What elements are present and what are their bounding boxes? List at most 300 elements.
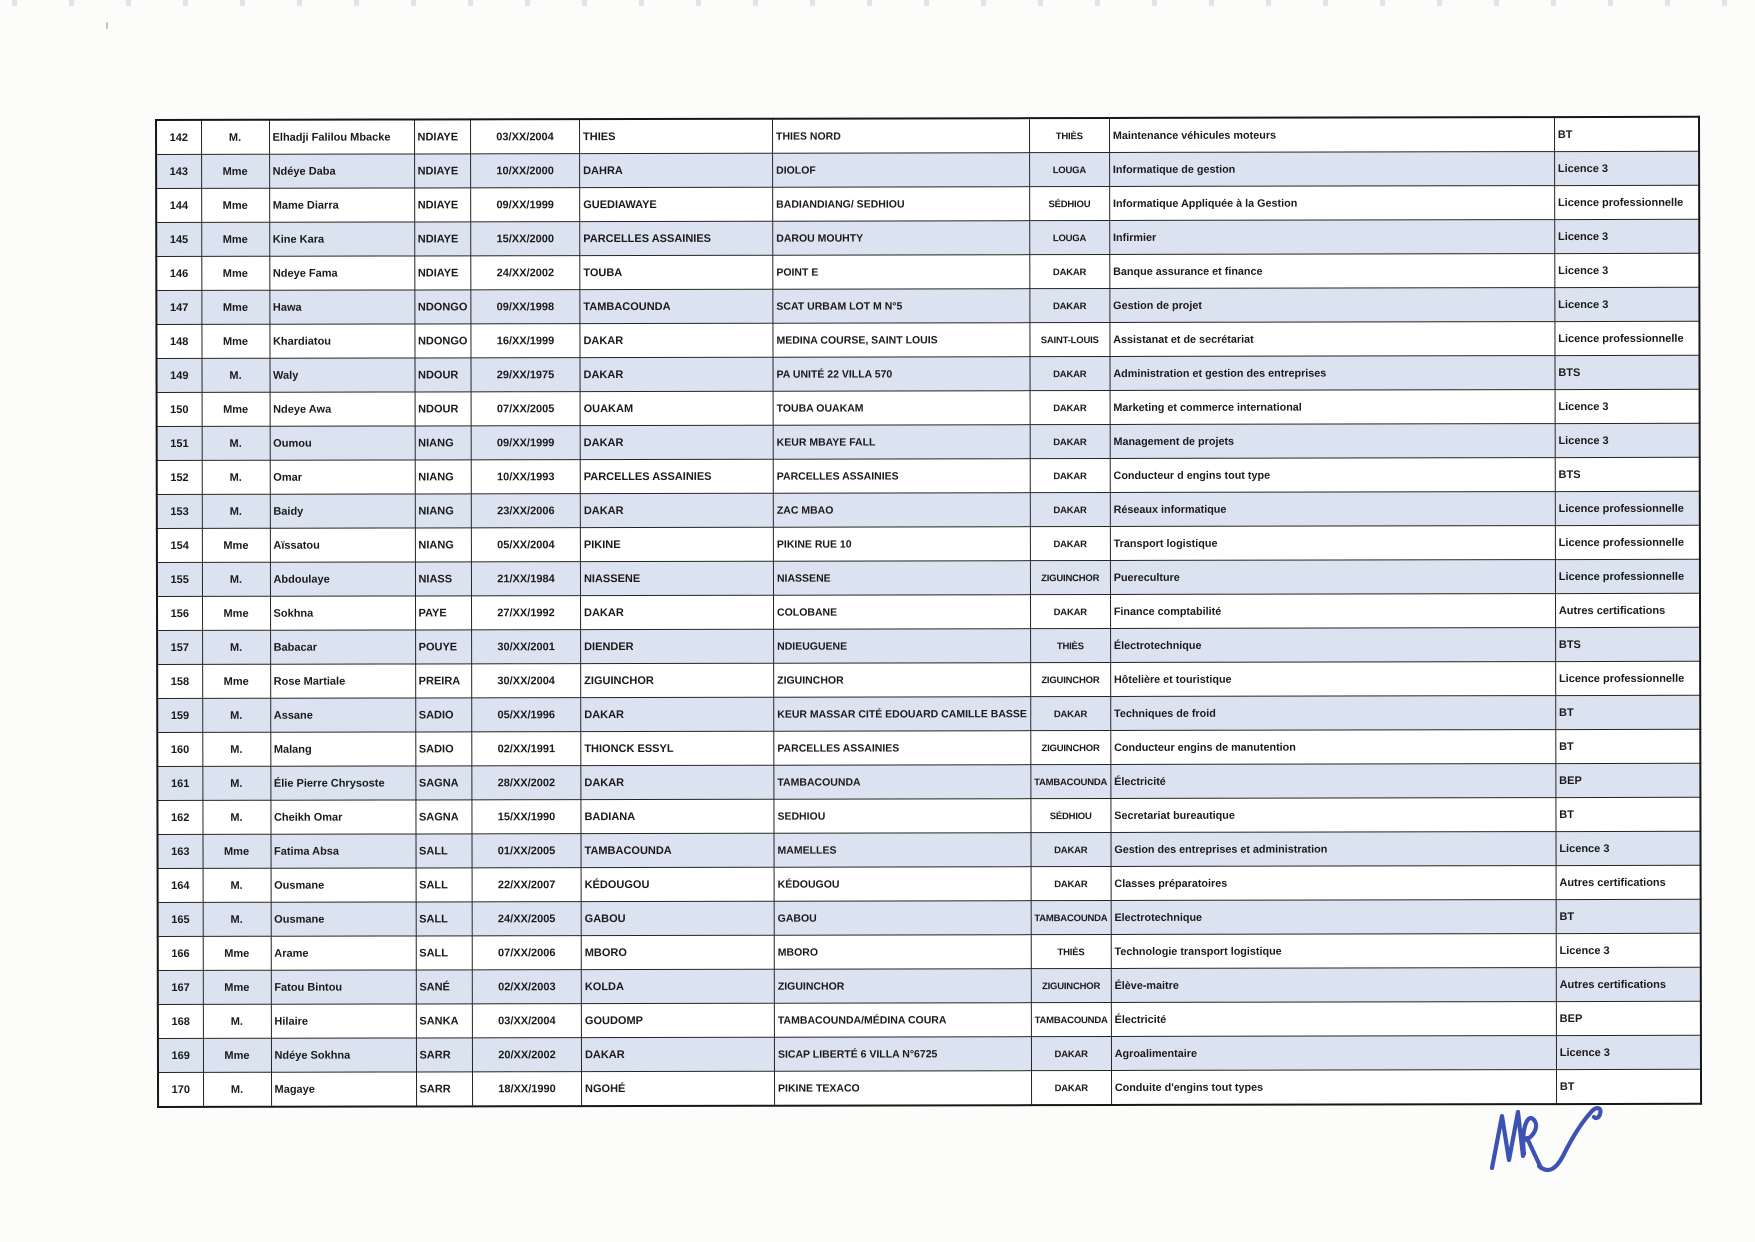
cell-civilite [202, 834, 270, 868]
cell-text: NDIAYE [417, 130, 459, 143]
cell-text: BT [1559, 740, 1574, 753]
cell-text: DAKAR [1054, 1048, 1088, 1060]
table-row [157, 831, 1700, 868]
cell-prenom [270, 562, 415, 596]
cell-diplome [1555, 355, 1700, 389]
cell-lieu-naissance [581, 1003, 774, 1037]
cell-text: Autres certifications [1558, 604, 1666, 617]
cell-text: Infirmier [1113, 231, 1157, 244]
cell-lieu-naissance [581, 901, 774, 935]
cell-diplome [1555, 593, 1700, 627]
cell-text: M. [230, 913, 243, 926]
cell-text: LOUGA [1052, 232, 1087, 244]
cell-text: Ousmane [274, 913, 325, 926]
cell-filiere [1111, 730, 1556, 765]
cell-text: PARCELLES ASSAINIES [583, 232, 712, 245]
table-row [157, 695, 1700, 732]
cell-numero [157, 460, 202, 494]
cell-text: Conducteur d engins tout type [1113, 469, 1271, 482]
cell-region [1030, 629, 1110, 663]
cell-text: Licence 3 [1558, 400, 1609, 413]
cell-text: M. [229, 573, 243, 586]
cell-adresse [773, 561, 1030, 596]
cell-civilite [202, 630, 270, 664]
cell-text: Licence professionnelle [1558, 502, 1684, 515]
cell-diplome [1555, 661, 1700, 695]
cell-text: DAKAR [1054, 878, 1088, 890]
cell-civilite [202, 460, 270, 494]
cell-nom [416, 868, 473, 902]
cell-text: Waly [273, 369, 299, 382]
cell-date-naissance [472, 834, 581, 868]
cell-lieu-naissance [580, 119, 773, 154]
cell-lieu-naissance [581, 935, 774, 969]
cell-nom [415, 358, 472, 392]
cell-filiere [1111, 832, 1556, 867]
cell-numero [157, 528, 202, 562]
cell-date-naissance [471, 324, 580, 358]
cell-nom [415, 732, 472, 766]
cell-text: M. [229, 437, 242, 450]
cell-nom [414, 119, 471, 154]
cell-nom [414, 256, 471, 290]
table-row [157, 797, 1700, 834]
cell-numero [156, 290, 201, 324]
cell-text: Rose Martiale [273, 675, 346, 688]
cell-diplome [1554, 185, 1699, 219]
cell-text: ZIGUINCHOR [1041, 980, 1101, 992]
cell-text: 24/XX/2002 [496, 266, 555, 279]
cell-filiere [1111, 934, 1556, 969]
cell-date-naissance [472, 868, 581, 902]
cell-lieu-naissance [580, 391, 773, 425]
cell-region [1030, 493, 1110, 527]
cell-lieu-naissance [580, 187, 773, 221]
cell-filiere [1110, 458, 1555, 493]
cell-text: Hôtelière et touristique [1113, 673, 1232, 686]
cell-nom [415, 800, 472, 834]
cell-region [1030, 357, 1110, 391]
cell-text: 144 [169, 199, 189, 212]
cell-diplome [1555, 253, 1700, 287]
cell-date-naissance [472, 1004, 581, 1038]
cell-text: 02/XX/1991 [497, 742, 556, 755]
cell-nom [414, 188, 471, 222]
cell-text: Autres certifications [1559, 978, 1666, 991]
cell-text: TOUBA OUAKAM [776, 402, 864, 415]
cell-date-naissance [471, 119, 580, 154]
cell-text: 18/XX/1990 [498, 1082, 556, 1095]
cell-text: Mme [222, 335, 249, 348]
cell-text: ZIGUINCHOR [777, 674, 844, 687]
cell-text: BT [1559, 1080, 1575, 1093]
cell-civilite [202, 426, 270, 460]
cell-prenom [271, 1038, 416, 1072]
cell-text: PIKINE RUE 10 [776, 538, 852, 551]
cell-text: Oumou [273, 437, 312, 450]
cell-numero [158, 1004, 203, 1038]
cell-date-naissance [471, 290, 580, 324]
cell-text: POINT E [776, 266, 819, 279]
cell-filiere [1110, 356, 1555, 391]
cell-text: Agroalimentaire [1114, 1047, 1197, 1060]
cell-text: Licence 3 [1558, 434, 1609, 447]
cell-text: 152 [170, 471, 189, 484]
cell-nom [415, 528, 472, 562]
table-row [157, 457, 1700, 494]
cell-text: PARCELLES ASSAINIES [777, 741, 900, 755]
cell-region [1030, 663, 1110, 697]
cell-text: M. [230, 709, 243, 722]
cell-diplome [1554, 219, 1699, 253]
cell-text: 03/XX/2004 [498, 1014, 556, 1027]
cell-text: Licence professionnelle [1558, 672, 1685, 685]
cell-text: Classes préparatoires [1114, 877, 1228, 890]
records-table [155, 116, 1702, 1108]
cell-civilite [203, 902, 271, 936]
cell-filiere [1110, 594, 1555, 629]
cell-text: SCAT URBAM LOT M N°5 [776, 299, 903, 313]
cell-civilite [202, 800, 270, 834]
cell-text: MBORO [777, 946, 819, 959]
cell-adresse [774, 969, 1031, 1004]
cell-prenom [270, 698, 415, 732]
cell-text: PAYE [418, 606, 447, 619]
cell-lieu-naissance [581, 1071, 774, 1106]
cell-numero [157, 358, 202, 392]
cell-text: M. [229, 369, 242, 382]
cell-text: Licence 3 [1559, 1046, 1610, 1059]
cell-text: Kine Kara [272, 233, 325, 246]
cell-text: SANKA [419, 1014, 459, 1027]
cell-text: 23/XX/2006 [497, 504, 555, 517]
cell-text: TAMBACOUNDA [1034, 1014, 1108, 1026]
cell-prenom [270, 732, 415, 766]
cell-text: MAMELLES [777, 844, 837, 857]
cell-date-naissance [471, 188, 580, 222]
cell-text: SAGNA [418, 810, 459, 823]
cell-region [1030, 425, 1110, 459]
cell-text: 10/XX/2000 [496, 164, 554, 177]
cell-text: OUAKAM [583, 402, 634, 415]
cell-lieu-naissance [581, 663, 774, 697]
cell-filiere [1109, 152, 1554, 187]
cell-prenom [271, 902, 416, 936]
cell-nom [415, 460, 472, 494]
cell-diplome [1556, 933, 1701, 967]
cell-numero [158, 868, 203, 902]
cell-civilite [203, 970, 271, 1004]
cell-text: NDOUR [418, 368, 459, 381]
cell-text: Arame [274, 947, 309, 960]
cell-text: 10/XX/1993 [496, 470, 555, 483]
cell-text: Puereculture [1113, 571, 1180, 584]
cell-civilite [202, 528, 270, 562]
cell-prenom [269, 119, 414, 154]
cell-text: Electrotechnique [1114, 911, 1203, 924]
cell-text: SADIO [418, 742, 454, 755]
cell-numero [158, 1038, 203, 1072]
cell-filiere [1110, 560, 1555, 595]
cell-numero [158, 936, 203, 970]
cell-text: Omar [273, 471, 303, 484]
cell-text: Licence professionnelle [1558, 332, 1684, 345]
cell-text: PARCELLES ASSAINIES [583, 470, 712, 483]
cell-text: BEP [1559, 1012, 1583, 1025]
cell-text: NDOUR [418, 402, 459, 415]
cell-prenom [269, 154, 414, 188]
cell-adresse [774, 1071, 1031, 1106]
cell-numero [157, 494, 202, 528]
cell-text: DAROU MOUHTY [776, 232, 864, 245]
cell-adresse [774, 765, 1031, 800]
table-row [157, 389, 1700, 426]
cell-text: KÉDOUGOU [777, 878, 840, 891]
cell-text: 16/XX/1999 [496, 334, 555, 347]
cell-text: Finance comptabilité [1113, 605, 1222, 618]
cell-region [1031, 764, 1111, 798]
cell-text: Fatou Bintou [274, 981, 343, 994]
cell-lieu-naissance [580, 255, 773, 289]
cell-region [1030, 289, 1110, 323]
cell-numero [157, 800, 202, 834]
cell-text: Banque assurance et finance [1113, 265, 1263, 278]
cell-text: Licence 3 [1557, 162, 1609, 175]
cell-text: NDIAYE [417, 164, 459, 177]
table-row [158, 1035, 1701, 1072]
cell-text: BT [1557, 128, 1573, 141]
cell-filiere [1111, 798, 1556, 833]
cell-text: BADIANDIANG/ SEDHIOU [776, 197, 905, 211]
cell-nom [415, 494, 472, 528]
cell-region [1030, 391, 1110, 425]
cell-civilite [203, 936, 271, 970]
table-row [157, 559, 1700, 596]
table-row [158, 1001, 1701, 1038]
cell-diplome [1556, 1035, 1701, 1069]
cell-nom [415, 426, 472, 460]
cell-numero [158, 970, 203, 1004]
cell-text: DAKAR [583, 334, 624, 347]
cell-text: SÉDHIOU [1048, 198, 1091, 210]
cell-adresse [773, 187, 1030, 222]
cell-text: Sokhna [273, 607, 314, 620]
cell-prenom [270, 528, 415, 562]
cell-text: Management de projets [1113, 435, 1235, 448]
cell-region [1030, 697, 1110, 731]
cell-text: NDONGO [417, 300, 468, 313]
cell-text: Licence 3 [1559, 944, 1610, 957]
cell-numero [158, 1072, 203, 1107]
cell-diplome [1556, 797, 1701, 831]
cell-text: 146 [169, 267, 189, 280]
signature-ink [1478, 1088, 1630, 1180]
cell-text: 157 [170, 641, 190, 654]
cell-text: 158 [170, 675, 190, 688]
cell-text: Autres certifications [1559, 876, 1666, 889]
cell-text: NIANG [418, 538, 454, 551]
cell-lieu-naissance [581, 765, 774, 799]
cell-text: SÉDHIOU [1049, 810, 1092, 822]
cell-text: SALL [419, 844, 448, 857]
cell-date-naissance [472, 664, 581, 698]
cell-lieu-naissance [580, 153, 773, 187]
cell-text: 21/XX/1984 [497, 572, 555, 585]
cell-text: THIÈS [1055, 130, 1083, 142]
cell-text: Mme [222, 233, 248, 246]
cell-text: DIOLOF [776, 164, 816, 177]
cell-nom [416, 1004, 473, 1038]
table-row [157, 661, 1700, 698]
cell-text: 148 [170, 335, 189, 348]
cell-diplome [1555, 389, 1700, 423]
cell-text: SAINT-LOUIS [1040, 334, 1099, 346]
table-row [156, 151, 1699, 188]
cell-civilite [201, 222, 269, 256]
cell-adresse [773, 459, 1030, 494]
table-row [158, 967, 1701, 1004]
cell-region [1030, 595, 1110, 629]
cell-text: 05/XX/1996 [497, 708, 556, 721]
cell-text: Administration et gestion des entreprises [1113, 367, 1327, 380]
cell-text: 02/XX/2003 [498, 980, 556, 993]
cell-text: 09/XX/1998 [496, 300, 555, 313]
cell-text: TAMBACOUNDA/MÉDINA COURA [777, 1013, 947, 1027]
cell-text: KÉDOUGOU [584, 878, 650, 891]
cell-region [1029, 118, 1109, 153]
cell-filiere [1111, 1036, 1556, 1071]
cell-text: DAKAR [584, 1048, 625, 1061]
cell-prenom [269, 256, 414, 290]
cell-nom [415, 596, 472, 630]
cell-numero [157, 834, 202, 868]
cell-text: Mme [224, 981, 250, 994]
cell-date-naissance [472, 970, 581, 1004]
cell-text: NIASSENE [583, 572, 641, 585]
cell-nom [414, 324, 471, 358]
cell-prenom [271, 970, 416, 1004]
cell-text: PREIRA [418, 674, 461, 687]
cell-lieu-naissance [581, 867, 774, 901]
cell-prenom [270, 664, 415, 698]
cell-text: Ousmane [274, 879, 325, 892]
cell-text: M. [230, 811, 243, 824]
cell-text: Licence 3 [1558, 298, 1609, 311]
cell-civilite [201, 154, 269, 188]
cell-text: TAMBACOUNDA [1034, 912, 1108, 924]
cell-numero [157, 562, 202, 596]
cell-filiere [1110, 628, 1555, 663]
cell-text: DAKAR [583, 504, 624, 517]
cell-text: DAKAR [1053, 708, 1088, 720]
cell-nom [416, 902, 473, 936]
cell-text: 165 [171, 913, 190, 926]
cell-diplome [1556, 831, 1701, 865]
cell-adresse [773, 425, 1030, 460]
cell-text: NIANG [418, 470, 454, 483]
cell-text: Mme [224, 1049, 250, 1062]
cell-text: Électricité [1114, 775, 1166, 788]
cell-civilite [202, 392, 270, 426]
cell-region [1030, 527, 1110, 561]
cell-text: TOUBA [583, 266, 623, 279]
cell-text: THIES [583, 130, 616, 143]
cell-civilite [202, 766, 270, 800]
cell-date-naissance [472, 800, 581, 834]
cell-text: Ndéye Sokhna [274, 1049, 351, 1062]
cell-text: NIASS [418, 572, 453, 585]
cell-civilite [202, 494, 270, 528]
cell-text: BADIANA [584, 810, 636, 823]
cell-prenom [270, 426, 415, 460]
cell-text: DAKAR [584, 776, 625, 789]
cell-numero [157, 630, 202, 664]
cell-text: 22/XX/2007 [497, 878, 556, 891]
cell-text: Mame Diarra [272, 199, 339, 212]
cell-text: DAKAR [1052, 266, 1087, 278]
cell-adresse [773, 323, 1030, 358]
cell-adresse [773, 255, 1030, 290]
cell-adresse [774, 1037, 1031, 1072]
cell-lieu-naissance [580, 357, 773, 391]
cell-region [1029, 187, 1109, 221]
cell-text: Khardiatou [272, 335, 332, 348]
cell-text: M. [229, 471, 242, 484]
cell-nom [415, 766, 472, 800]
table-row [158, 865, 1701, 902]
cell-text: GUEDIAWAYE [583, 198, 657, 211]
cell-region [1031, 1036, 1111, 1070]
cell-text: Licence 3 [1558, 230, 1609, 243]
cell-numero [157, 596, 202, 630]
cell-text: DAKAR [1054, 1082, 1088, 1094]
cell-numero [157, 664, 202, 698]
cell-numero [157, 698, 202, 732]
cell-diplome [1555, 627, 1700, 661]
cell-region [1031, 798, 1111, 832]
cell-text: Informatique Appliquée à la Gestion [1112, 197, 1298, 210]
cell-text: Mme [223, 845, 250, 858]
cell-text: 166 [171, 947, 190, 960]
cell-text: SANÉ [419, 980, 450, 993]
cell-text: 162 [171, 811, 190, 824]
cell-text: ZIGUINCHOR [777, 980, 845, 993]
cell-date-naissance [472, 630, 581, 664]
cell-text: Élève-maitre [1114, 979, 1179, 992]
cell-text: Électrotechnique [1113, 639, 1202, 652]
cell-lieu-naissance [580, 221, 773, 255]
cell-text: 161 [170, 777, 190, 790]
cell-nom [415, 392, 472, 426]
cell-civilite [203, 1038, 271, 1072]
cell-text: GABOU [584, 912, 626, 925]
cell-numero [158, 902, 203, 936]
cell-text: PARCELLES ASSAINIES [776, 469, 899, 483]
cell-text: BTS [1558, 638, 1581, 651]
cell-civilite [201, 290, 269, 324]
cell-text: NDIAYE [417, 266, 459, 279]
cell-filiere [1109, 220, 1554, 255]
cell-text: DAKAR [1053, 470, 1087, 482]
cell-text: Mme [223, 607, 249, 620]
cell-text: Techniques de froid [1114, 707, 1216, 720]
cell-nom [415, 664, 472, 698]
cell-diplome [1556, 763, 1701, 797]
cell-text: 09/XX/1999 [496, 436, 555, 449]
cell-diplome [1556, 729, 1701, 763]
cell-numero [156, 324, 201, 358]
cell-text: SARR [419, 1048, 451, 1061]
